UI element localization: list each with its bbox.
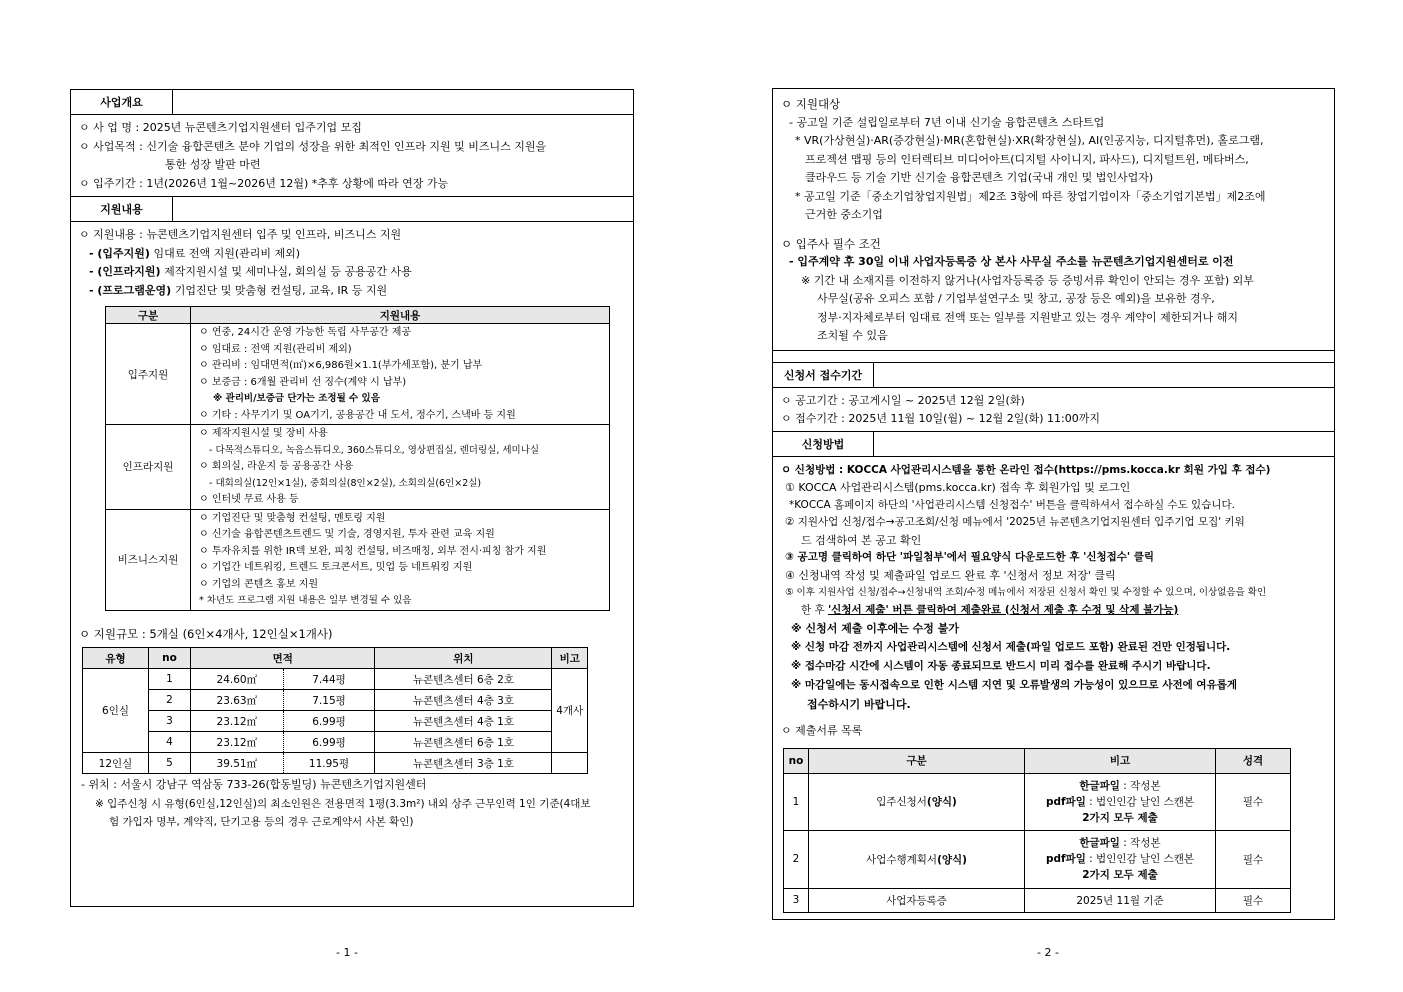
table-header: no: [784, 748, 809, 773]
content-line: - 다목적스튜디오, 녹음스튜디오, 360스튜디오, 영상편집실, 렌더링실, 세미나실: [209, 444, 540, 456]
condition-line: 사무실(공유 오피스 포함 / 기업부설연구소 및 창고, 공장 등은 예외)을 보유한 경우,: [817, 292, 1215, 305]
doc-name: 사업수행계획서: [866, 853, 938, 866]
location-cell: 뉴콘텐츠센터 4층 1호: [375, 711, 552, 732]
location-line: - 위치 : 서울시 강남구 역삼동 733-26(합동빌딩) 뉴콘텐츠기업지원센터: [81, 778, 427, 791]
note-line: [1025, 835, 1215, 851]
section-body-target: [773, 89, 1334, 351]
section-body-support: [71, 222, 633, 832]
doc-name-cell: [809, 830, 1025, 888]
support-item: [79, 282, 625, 301]
area-py-cell: 6.99평: [283, 732, 375, 753]
content-line: ㅇ 연중, 24시간 운영 가능한 독립 사무공간 제공: [199, 327, 412, 338]
table-header: 지원내용: [191, 307, 610, 324]
support-item-text: 기업진단 및 맞춤형 컨설팅, 교육, IR 등 지원: [171, 283, 388, 297]
page-1: [70, 89, 634, 907]
kind-cell: 필수: [1216, 830, 1291, 888]
note-cell: 4개사: [552, 669, 588, 753]
section-header-overview: [71, 90, 633, 115]
section-header-method: [773, 432, 1334, 457]
overview-line: ㅇ 사업목적 : 신기술 융합콘텐츠 분야 기업의 성장을 위한 최적인 인프라 지원 및 비즈니스 지원을: [79, 139, 547, 153]
note-line: 2가지 모두 제출: [1082, 811, 1158, 824]
step-line: *KOCCA 홈페이지 하단의 '사업관리시스템 신청접수' 버튼을 클릭하셔서 접수하실 수도 있습니다.: [789, 498, 1235, 511]
method-main: ㅇ 신청방법 : KOCCA 사업관리시스템을 통한 온라인 접수(https://pms.kocca.kr 회원 가입 후 접수): [781, 463, 1271, 476]
section-title: 신청서 접수기간: [773, 363, 874, 387]
table-header: 비고: [1025, 748, 1216, 773]
area-py-cell: 7.44평: [283, 669, 375, 690]
step-line: ⑤ 이후 지원사업 신청/접수→신청내역 조회/수정 메뉴에서 저장된 신청서 확인 및 수정할 수 있으며, 이상없음을 확인: [785, 587, 1267, 598]
note-line: [1025, 778, 1215, 794]
page-number: - 1 -: [336, 946, 358, 959]
category-cell: 인프라지원: [106, 425, 191, 510]
location-cell: 뉴콘텐츠센터 6층 2호: [375, 669, 552, 690]
section-body-method: [773, 457, 1334, 913]
table-row: [83, 690, 588, 711]
step-line: ③ 공고명 클릭하여 하단 '파일첨부'에서 필요양식 다운로드한 후 '신청접수' 클릭: [785, 551, 1155, 563]
table-header: 면적: [191, 648, 375, 669]
no-cell: 5: [149, 753, 191, 774]
table-header-row: [106, 307, 610, 324]
step-line: ① KOCCA 사업관리시스템(pms.kocca.kr) 접속 후 회원가입 및 로그인: [785, 481, 1131, 494]
note-text: : 작성본: [1119, 779, 1161, 792]
period-line: ㅇ 공고기간 : 공고게시일 ~ 2025년 12월 2일(화): [781, 393, 1025, 407]
area-py-cell: 11.95평: [283, 753, 375, 774]
section-header-period: [773, 363, 1334, 388]
table-header: 위치: [375, 648, 552, 669]
table-row: [784, 773, 1291, 830]
condition-main: - 입주계약 후 30일 이내 사업자등록증 상 본사 사무실 주소를 뉴콘텐츠기업지원센터로 이전: [789, 255, 1234, 268]
page-number: - 2 -: [1037, 946, 1059, 959]
note-line: 2가지 모두 제출: [1082, 869, 1158, 881]
table-row: [106, 324, 610, 425]
support-item-label: - (인프라지원): [89, 265, 161, 278]
area-py-cell: 6.99평: [283, 711, 375, 732]
table-row: [106, 425, 610, 510]
section-title: 신청방법: [773, 432, 874, 456]
no-cell: 1: [784, 773, 809, 830]
content-line: ㅇ 제작지원시설 및 장비 사용: [199, 428, 328, 439]
page-2: [772, 88, 1335, 920]
content-line: ㅇ 기업간 네트워킹, 트렌드 토크콘서트, 밋업 등 네트워킹 지원: [199, 562, 473, 573]
note-text: : 법인인감 날인 스캔본: [1085, 795, 1195, 808]
target-line: - 공고일 기준 설립일로부터 7년 이내 신기술 융합콘텐츠 스타트업: [789, 115, 1105, 129]
table-row: [83, 753, 588, 774]
location-cell: 뉴콘텐츠센터 6층 1호: [375, 732, 552, 753]
target-line: 프로젝션 맵핑 등의 인터렉티브 미디어아트(디지털 사이니지, 파사드), 디지털트윈, 메타버스,: [805, 152, 1249, 166]
condition-line: 조치될 수 있음: [817, 329, 888, 342]
no-cell: 2: [784, 830, 809, 888]
table-header-row: [784, 748, 1291, 773]
area-m2-cell: 39.51㎡: [191, 753, 284, 774]
content-line: ㅇ 기타 : 사무기기 및 OA기기, 공용공간 내 도서, 정수기, 스낵바 등 지원: [199, 409, 516, 421]
support-item-text: 임대료 전액 지원(관리비 제외): [149, 246, 301, 260]
overview-line: 통한 성장 발판 마련: [165, 158, 261, 171]
overview-line: ㅇ 입주기간 : 1년(2026년 1월~2026년 12월) *추후 상황에 따라 연장 가능: [79, 176, 449, 190]
table-row: [784, 888, 1291, 912]
area-py-cell: 7.15평: [283, 690, 375, 711]
spacer: [773, 351, 1334, 363]
note-line: [1025, 794, 1215, 810]
content-line: ㅇ 투자유치를 위한 IR덱 보완, 피칭 컨설팅, 비즈매칭, 외부 전시·피칭 참가 지원: [199, 545, 547, 557]
note-text: : 법인인감 날인 스캔본: [1085, 853, 1195, 865]
table-header: 유형: [83, 648, 149, 669]
doc-note-cell: [1025, 773, 1216, 830]
warning-line: ※ 신청 마감 전까지 사업관리시스템에 신청서 제출(파일 업로드 포함) 완료된 건만 인정됩니다.: [791, 641, 1231, 653]
target-line: * VR(가상현실)·AR(증강현실)·MR(혼합현실)·XR(확장현실), AI(인공지능, 디지털휴먼), 홀로그램,: [795, 134, 1264, 147]
kind-cell: 필수: [1216, 888, 1291, 912]
content-line: ㅇ 보증금 : 6개월 관리비 선 징수(계약 시 납부): [199, 376, 407, 388]
note-line: ※ 입주신청 시 유형(6인실,12인실)의 최소인원은 전용면적 1평(3.3m²) 내외 상주 근무인력 1인 기준(4대보: [95, 797, 591, 810]
step-line: ② 지원사업 신청/접수→공고조회/신청 메뉴에서 '2025년 뉴콘텐츠기업지원센터 입주기업 모집' 키워: [785, 516, 1245, 528]
condition-title: ㅇ 입주사 필수 조건: [781, 236, 881, 251]
doc-name-suffix: (양식): [937, 853, 967, 866]
note-label: 한글파일: [1079, 779, 1120, 792]
target-title: ㅇ 지원대상: [781, 97, 841, 111]
location-cell: 뉴콘텐츠센터 4층 3호: [375, 690, 552, 711]
content-line: ㅇ 기업의 콘텐츠 홍보 지원: [199, 578, 318, 590]
note-label: 한글파일: [1079, 837, 1120, 849]
table-header: no: [149, 648, 191, 669]
area-m2-cell: 24.60㎡: [191, 669, 284, 690]
content-line: ㅇ 회의실, 라운지 등 공용공간 사용: [199, 461, 354, 472]
target-line: 근거한 중소기업: [805, 208, 883, 221]
doc-name: 입주신청서: [876, 796, 927, 808]
table-header-row: [83, 648, 588, 669]
content-cell: [191, 509, 610, 610]
location-cell: 뉴콘텐츠센터 3층 1호: [375, 753, 552, 774]
note-text: : 작성본: [1119, 837, 1161, 849]
target-line: 클라우드 등 기술 기반 신기술 융합콘텐츠 기업(국내 개인 및 법인사업자): [805, 171, 1154, 184]
category-cell: 비즈니스지원: [106, 509, 191, 610]
table-row: [83, 732, 588, 753]
section-body-period: [773, 388, 1334, 432]
step-line: 드 검색하여 본 공고 확인: [801, 533, 922, 547]
step-line: ④ 신청내역 작성 및 제출파일 업로드 완료 후 '신청서 정보 저장' 클릭: [785, 568, 1116, 582]
no-cell: 3: [149, 711, 191, 732]
content-line: ㅇ 임대료 : 전액 지원(관리비 제외): [199, 343, 352, 355]
doc-note-cell: 2025년 11월 기준: [1025, 888, 1216, 912]
step-text: 한 후: [801, 603, 828, 616]
support-table: [105, 306, 610, 611]
table-header: 비고: [552, 648, 588, 669]
table-header: 구분: [809, 748, 1025, 773]
area-m2-cell: 23.63㎡: [191, 690, 284, 711]
type-cell: 12인실: [83, 753, 149, 774]
content-line: ※ 관리비/보증금 단가는 조정될 수 있음: [213, 393, 380, 404]
scale-line: ㅇ 지원규모 : 5개실 (6인×4개사, 12인실×1개사): [79, 626, 333, 641]
support-item: [79, 263, 625, 282]
category-cell: 입주지원: [106, 324, 191, 425]
room-table: [82, 647, 588, 774]
period-line: ㅇ 접수기간 : 2025년 11월 10일(월) ~ 12월 2일(화) 11:00까지: [781, 412, 1101, 425]
warning-line: ※ 마감일에는 동시접속으로 인한 시스템 지연 및 오류발생의 가능성이 있으므로 사전에 여유롭게: [791, 679, 1237, 691]
target-line: * 공고일 기준「중소기업창업지원법」제2조 3항에 따른 창업기업이자「중소기업기본법」제2조에: [795, 189, 1266, 203]
content-line: * 차년도 프로그램 지원 내용은 일부 변경될 수 있음: [199, 595, 412, 606]
overview-line: ㅇ 사 업 명 : 2025년 뉴콘텐츠기업지원센터 입주기업 모집: [79, 121, 362, 134]
note-label: pdf파일: [1045, 795, 1086, 808]
content-line: ㅇ 기업진단 및 맞춤형 컨설팅, 멘토링 지원: [199, 512, 386, 524]
step-emphasis: '신청서 제출' 버튼 클릭하여 제출완료 (신청서 제출 후 수정 및 삭제 불가능): [827, 603, 1179, 616]
area-m2-cell: 23.12㎡: [191, 732, 284, 753]
no-cell: 3: [784, 888, 809, 912]
type-cell: 6인실: [83, 669, 149, 753]
note-line: [1025, 851, 1215, 867]
content-line: ㅇ 인터넷 무료 사용 등: [199, 494, 299, 505]
area-m2-cell: 23.12㎡: [191, 711, 284, 732]
warning-line: 접수하시기 바랍니다.: [807, 698, 911, 711]
support-item-text: 제작지원시설 및 세미나실, 회의실 등 공용공간 사용: [160, 265, 412, 278]
section-header-support: [71, 197, 633, 222]
condition-line: ※ 기간 내 소재지를 이전하지 않거나(사업자등록증 등 증빙서류 확인이 안되는 경우 포함) 외부: [801, 273, 1254, 287]
section-body-overview: [71, 115, 633, 197]
docs-table: [783, 748, 1291, 913]
content-line: - 대회의실(12인×1실), 중회의실(8인×2실), 소회의실(6인×2실): [209, 477, 482, 489]
doc-name-cell: [809, 773, 1025, 830]
support-item-label: - (입주지원): [89, 246, 150, 260]
support-intro: ㅇ 지원내용 : 뉴콘텐츠기업지원센터 입주 및 인프라, 비즈니스 지원: [79, 228, 402, 241]
note-label: pdf파일: [1045, 853, 1086, 865]
condition-line: 정부·지자체로부터 임대료 전액 또는 일부를 지원받고 있는 경우 계약이 제한되거나 해지: [817, 310, 1238, 324]
content-cell: [191, 425, 610, 510]
warning-line: ※ 신청서 제출 이후에는 수정 불가: [791, 622, 959, 635]
docs-title: ㅇ 제출서류 목록: [781, 724, 863, 737]
no-cell: 2: [149, 690, 191, 711]
doc-note-cell: [1025, 830, 1216, 888]
no-cell: 4: [149, 732, 191, 753]
table-row: [106, 509, 610, 610]
warning-line: ※ 접수마감 시간에 시스템이 자동 종료되므로 반드시 미리 접수를 완료해 주시기 바랍니다.: [791, 660, 1211, 672]
section-title: 지원내용: [71, 197, 173, 221]
support-item-label: - (프로그램운영): [89, 283, 172, 297]
content-line: ㅇ 신기술 융합콘텐츠트렌드 및 기술, 경영지원, 투자 관련 교육 지원: [199, 529, 495, 540]
note-line: 험 가입자 명부, 계약직, 단기고용 등의 경우 근로계약서 사본 확인): [109, 816, 414, 828]
table-row: [83, 669, 588, 690]
doc-name-cell: 사업자등록증: [809, 888, 1025, 912]
no-cell: 1: [149, 669, 191, 690]
table-row: [83, 711, 588, 732]
doc-name-suffix: (양식): [926, 796, 957, 808]
table-header: 구분: [106, 307, 191, 324]
kind-cell: 필수: [1216, 773, 1291, 830]
content-cell: [191, 324, 610, 425]
section-title: 사업개요: [71, 90, 173, 114]
content-line: ㅇ 관리비 : 임대면적(㎡)×6,986원×1.1(부가세포함), 분기 납부: [199, 360, 483, 371]
table-row: [784, 830, 1291, 888]
support-item: [79, 245, 625, 264]
note-cell: [552, 753, 588, 774]
step-line: [781, 602, 1326, 620]
table-header: 성격: [1216, 748, 1291, 773]
